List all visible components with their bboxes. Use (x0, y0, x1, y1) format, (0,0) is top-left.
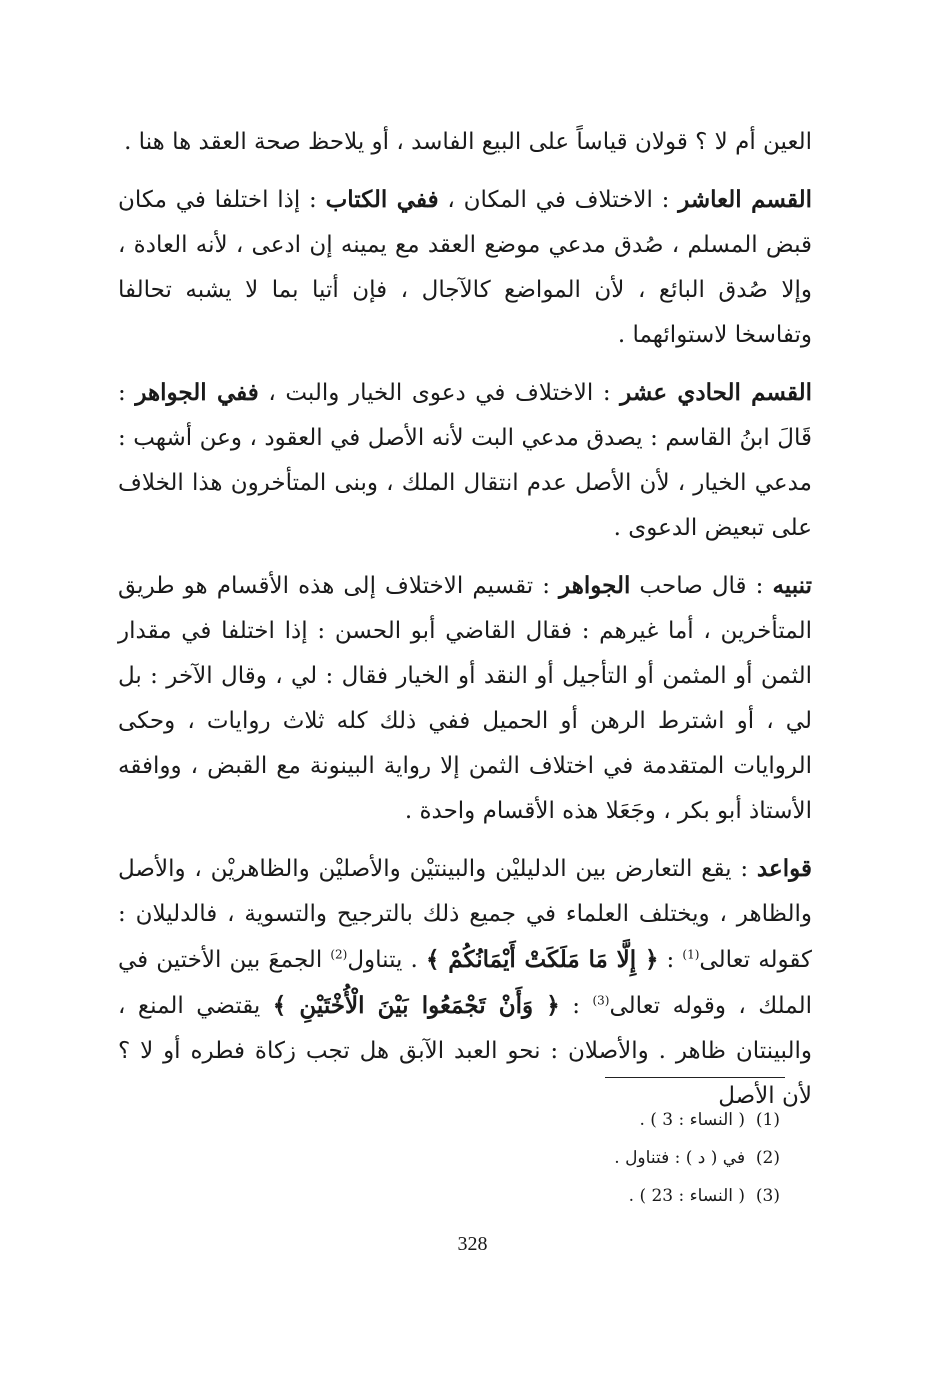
section-heading: تنبيه (772, 572, 812, 599)
section-heading: القسم الحادي عشر (620, 379, 812, 406)
paragraph-4 (118, 563, 812, 834)
source-reference: ففي الكتاب (325, 186, 439, 213)
footnote-number: (1) (755, 1110, 780, 1130)
footnote-text: ( النساء : 3 ) . (639, 1110, 746, 1130)
footnote-item (470, 1177, 780, 1215)
source-reference: الجواهر (559, 572, 631, 599)
paragraph-5-text: : (658, 947, 683, 973)
footnote-number: (3) (755, 1186, 780, 1206)
footnote-number: (2) (755, 1148, 780, 1168)
paragraph-4-text: : تقسيم الاختلاف إلى هذه الأقسام هو طريق المتأخرين ، أما غيرهم : فقال القاضي أبو الحسن : إذا اختلفا في مقدار الثمن أو المثمن أو التأجيل أو النقد أو الخيار فقال : لي ، وقال الآخر : بل لي ، أو اشترط الرهن أو الحميل ففي ذلك كله ثلاث روايات ، وحكى الروايات المتقدمة في اختلاف الثمن إلا رواية البينونة مع القبض ، ووافقه الأستاذ أبو بكر ، وجَعَلا هذه الأقسام واحدة . (118, 573, 812, 824)
paragraph-2 (118, 177, 812, 358)
footnotes (470, 1101, 780, 1215)
footnote-marker[interactable]: (2) (330, 947, 348, 962)
footnote-item (470, 1139, 780, 1177)
footnote-marker[interactable]: (1) (682, 947, 700, 962)
paragraph-1-text: العين أم لا ؟ قولان قياساً على البيع الفاسد ، أو يلاحظ صحة العقد ها هنا . (124, 129, 812, 155)
paragraph-3-text: : قَالَ ابنُ القاسم : يصدق مدعي البت لأنه الأصل في العقود ، وعن أشهب : مدعي الخيار ، لأن الأصل عدم انتقال الملك ، وبنى المتأخرون هذا الخلاف على تبعيض الدعوى . (118, 380, 812, 541)
footnote-text: في ( د ) : فتناول . (614, 1148, 746, 1168)
paragraph-5 (118, 846, 812, 1119)
paragraph-1 (118, 120, 812, 165)
paragraph-5-text: يقتضي المنع ، والبينتان ظاهر . والأصلان : نحو العبد الآبق هل تجب زكاة فطره أو لا ؟ لأن الأصل (118, 993, 812, 1109)
quran-verse: ﴿ إِلَّا مَا مَلَكَتْ أَيْمَانُكُمْ ﴾ (425, 946, 659, 973)
main-text (118, 120, 812, 1119)
paragraph-5-text: : (559, 993, 593, 1019)
paragraph-4-text: : قال صاحب (630, 573, 773, 599)
page-number: 328 (457, 1233, 488, 1255)
paragraph-5-text: الجمعَ بين الأختين في الملك ، وقوله تعالى (118, 947, 812, 1019)
quran-verse: ﴿ وَأَنْ تَجْمَعُوا بَيْنَ الْأُخْتَيْنِ ﴾ (272, 992, 560, 1019)
paragraph-5-text: . يتناول (347, 947, 426, 973)
footnote-text: ( النساء : 23 ) . (628, 1186, 746, 1206)
paragraph-5-text: : يقع التعارض بين الدليليْن والبينتيْن والأصليْن والظاهريْن ، والأصل والظاهر ، ويختلف العلماء في جميع ذلك بالترجيح والتسوية ، فالدليلان : كقوله تعالى (118, 856, 813, 973)
section-heading: قواعد (756, 855, 812, 882)
paragraph-2-text: : الاختلاف في المكان ، (438, 187, 679, 213)
section-heading: القسم العاشر (678, 186, 812, 213)
paragraph-3-text: : الاختلاف في دعوى الخيار والبت ، (258, 380, 621, 406)
footnote-item (470, 1101, 780, 1139)
paragraph-2-text: : إذا اختلفا في مكان قبض المسلم ، صُدق مدعي موضع العقد مع يمينه إن ادعى ، لأنه العادة ، وإلا صُدق البائع ، لأن المواضع كالآجال ، فإن أتيا بما لا يشبه تحالفا وتفاسخا لاستوائهما . (118, 187, 812, 348)
footnote-divider (605, 1077, 785, 1078)
paragraph-3 (118, 370, 812, 551)
source-reference: ففي الجواهر (135, 379, 259, 406)
footnote-marker[interactable]: (3) (592, 993, 610, 1008)
